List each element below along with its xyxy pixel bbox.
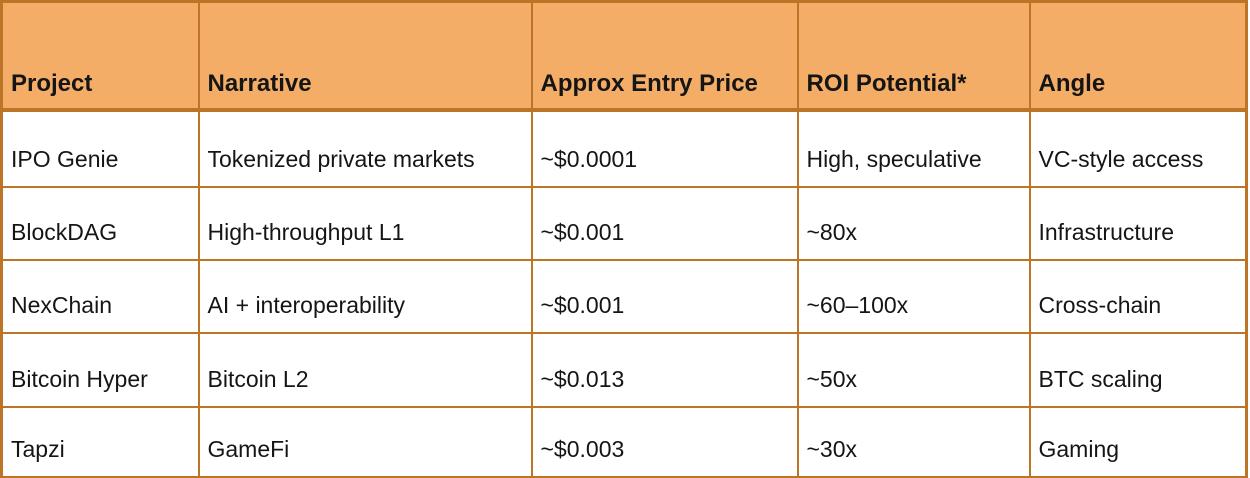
table-header: [2, 2, 1247, 110]
cell-roi-potential: ~60–100x: [798, 260, 1030, 333]
cell-entry-price: ~$0.001: [532, 260, 798, 333]
cell-entry-price: ~$0.0001: [532, 110, 798, 187]
table-row: [2, 260, 1247, 333]
cell-angle: VC-style access: [1030, 110, 1247, 187]
cell-angle: BTC scaling: [1030, 333, 1247, 407]
column-header-roi-potential: ROI Potential*: [798, 2, 1030, 110]
cell-entry-price: ~$0.013: [532, 333, 798, 407]
cell-project: IPO Genie: [2, 110, 199, 187]
cell-narrative: High-throughput L1: [199, 187, 532, 260]
cell-narrative: GameFi: [199, 407, 532, 478]
table-body: [2, 110, 1247, 478]
cell-entry-price: ~$0.001: [532, 187, 798, 260]
cell-project: Tapzi: [2, 407, 199, 478]
cell-roi-potential: ~50x: [798, 333, 1030, 407]
table-row: [2, 407, 1247, 478]
cell-angle: Gaming: [1030, 407, 1247, 478]
cell-roi-potential: High, speculative: [798, 110, 1030, 187]
column-header-narrative: Narrative: [199, 2, 532, 110]
column-header-project: Project: [2, 2, 199, 110]
header-row: [2, 2, 1247, 110]
cell-project: NexChain: [2, 260, 199, 333]
cell-angle: Cross-chain: [1030, 260, 1247, 333]
table-row: [2, 110, 1247, 187]
column-header-approx-entry-price: Approx Entry Price: [532, 2, 798, 110]
cell-roi-potential: ~80x: [798, 187, 1030, 260]
cell-entry-price: ~$0.003: [532, 407, 798, 478]
cell-project: Bitcoin Hyper: [2, 333, 199, 407]
table-row: [2, 187, 1247, 260]
table-row: [2, 333, 1247, 407]
cell-narrative: AI + interoperability: [199, 260, 532, 333]
cell-angle: Infrastructure: [1030, 187, 1247, 260]
cell-narrative: Bitcoin L2: [199, 333, 532, 407]
cell-project: BlockDAG: [2, 187, 199, 260]
cell-narrative: Tokenized private markets: [199, 110, 532, 187]
cell-roi-potential: ~30x: [798, 407, 1030, 478]
column-header-angle: Angle: [1030, 2, 1247, 110]
